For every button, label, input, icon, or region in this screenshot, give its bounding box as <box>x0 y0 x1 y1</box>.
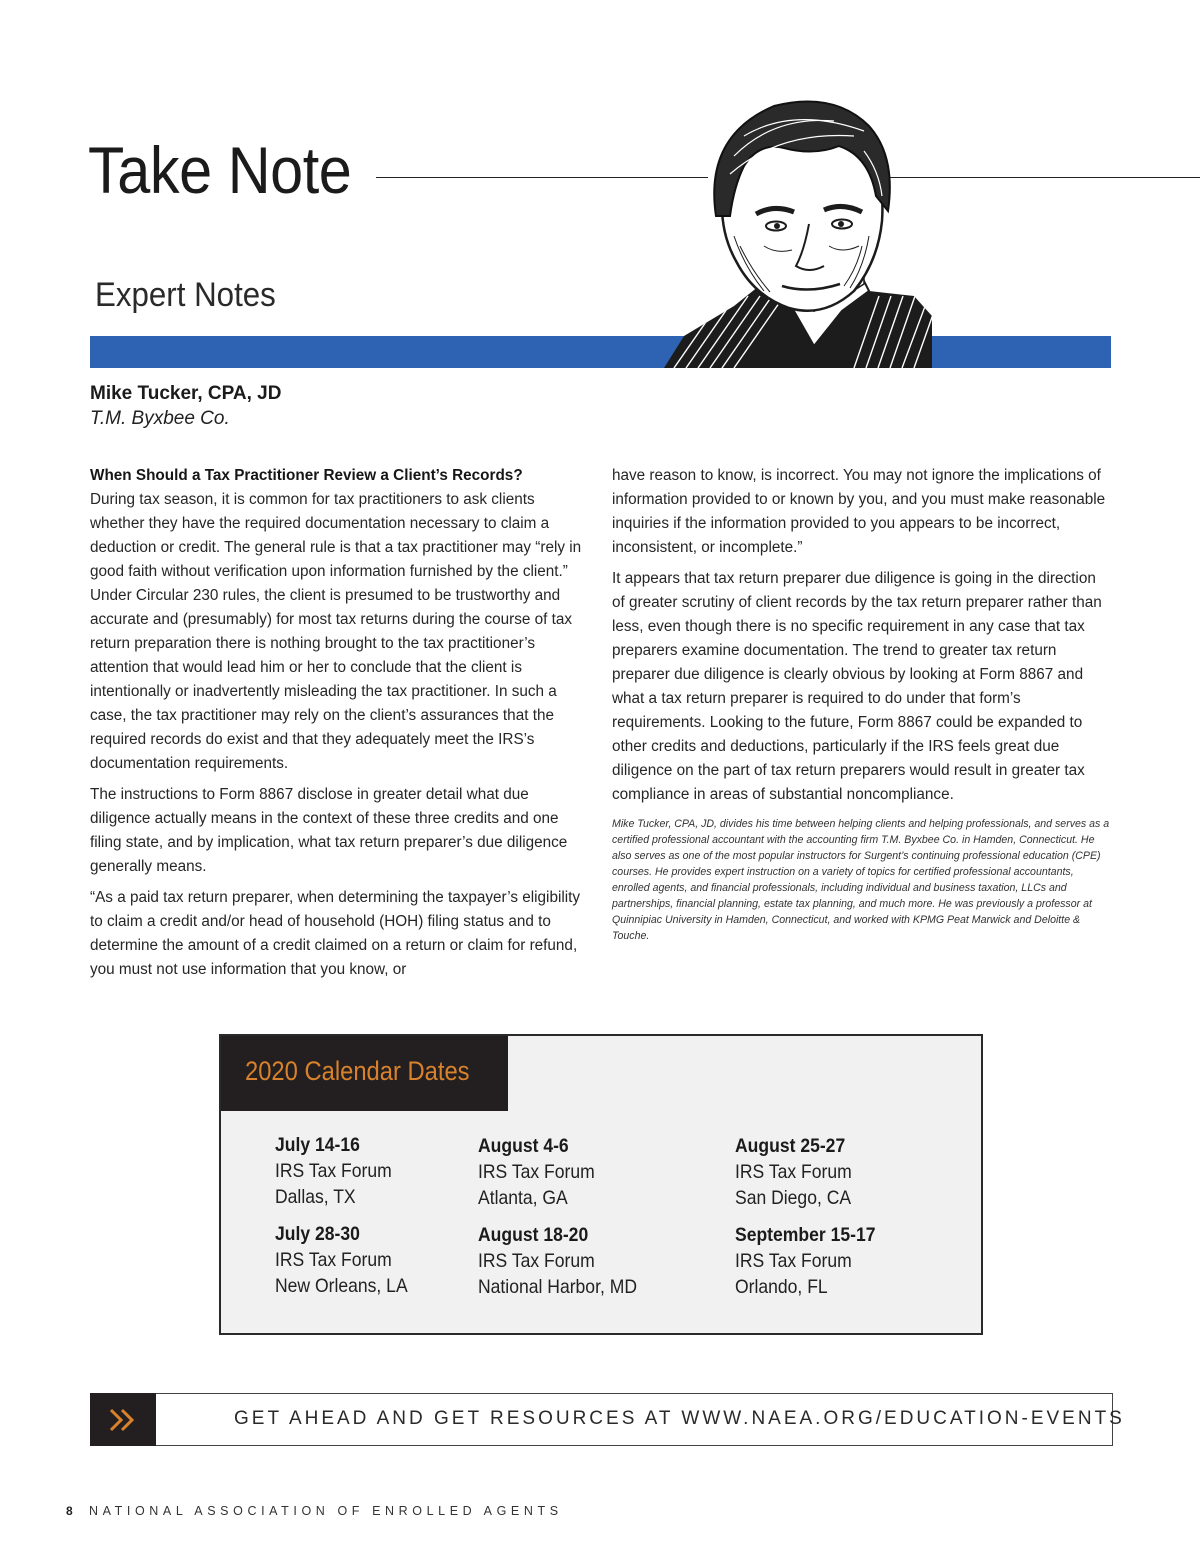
author-name: Mike Tucker, CPA, JD <box>90 383 282 404</box>
article-paragraph-5: It appears that tax return preparer due diligence is going in the direction of greater scrutiny of client records by the tax return preparer rather than less, even though there is no specific requirement in any case that tax preparers examine documentation. The trend to greater tax return preparer due diligence is clearly obvious by looking at Form 8867 and what a tax return preparer is required to do under that form’s requirements. Looking to the future, Form 8867 could be expanded to other credits and deductions, particularly if the IRS feels great due diligence on the part of tax return preparers would result in greater tax compliance in areas of substantial noncompliance. <box>612 570 1102 803</box>
event-date: August 18-20 <box>478 1224 589 1246</box>
event-date: July 14-16 <box>275 1134 360 1156</box>
event-name: IRS Tax Forum <box>478 1250 595 1272</box>
article-left-column <box>90 464 590 989</box>
event-name: IRS Tax Forum <box>275 1249 392 1271</box>
calendar-title-tab <box>221 1036 508 1111</box>
calendar-title: 2020 Calendar Dates <box>245 1056 470 1086</box>
calendar-event <box>735 1222 875 1300</box>
calendar-event <box>275 1132 392 1210</box>
article-heading: When Should a Tax Practitioner Review a Client’s Records? <box>90 467 523 484</box>
calendar-event <box>478 1222 637 1300</box>
article-paragraph-1-text: During tax season, it is common for tax practitioners to ask clients whether they have the required documentation necessary to claim a deduction or credit. The general rule is that a tax practitioner may “rely in good faith without verification upon information furnished by the client.” Under Circular 230 rules, the client is presumed to be trustworthy and accurate and (presumably) for most tax returns during the course of tax return preparation there is nothing brought to the tax practitioner’s attention that would lead him or her to conclude that the client is intentionally or inadvertently misleading the tax practitioner. In such a case, the tax practitioner may rely on the client’s assurances that the required records do exist and that they adequately meet the IRS’s documentation requirements. <box>90 491 582 772</box>
event-date: August 4-6 <box>478 1135 569 1157</box>
author-bio: Mike Tucker, CPA, JD, divides his time between helping clients and helping professionals, and serves as a certified professional accountant with the accounting firm T.M. Byxbee Co. in Hamden, Connecticut. He also serves as one of the most popular instructors for Surgent’s continuing professional education (CPE) courses. He provides expert instruction on a variety of topics for certified professional accountants, enrolled agents, and financial professionals, including individual and business taxation, LLCs and partnerships, financial planning, estate tax planning, and much more. He was previously a professor at Quinnipiac University in Hamden, Connecticut, and worked with KPMG Peat Marwick and Deloitte & Touche. <box>612 818 1110 942</box>
calendar-event <box>478 1133 595 1211</box>
calendar-event <box>275 1221 408 1299</box>
page-number: 8 <box>66 1504 73 1518</box>
event-location: National Harbor, MD <box>478 1276 637 1298</box>
event-date: July 28-30 <box>275 1223 360 1245</box>
cta-icon-box <box>90 1393 156 1446</box>
resources-cta-banner[interactable] <box>90 1393 1125 1446</box>
page-title: Take Note <box>88 133 352 207</box>
event-location: Dallas, TX <box>275 1186 356 1208</box>
section-subtitle: Expert Notes <box>95 276 276 314</box>
event-name: IRS Tax Forum <box>735 1161 852 1183</box>
cta-link-text[interactable]: GET AHEAD AND GET RESOURCES AT WWW.NAEA.ORG/EDUCATION-EVENTS <box>234 1408 1125 1429</box>
author-portrait-illustration <box>664 96 936 368</box>
author-company: T.M. Byxbee Co. <box>90 408 230 429</box>
calendar-box <box>219 1034 983 1335</box>
event-name: IRS Tax Forum <box>735 1250 852 1272</box>
article-right-column <box>612 464 1112 951</box>
article-paragraph-2: The instructions to Form 8867 disclose in greater detail what due diligence actually means in the context of these three credits and one filing state, and by implication, what tax return preparer’s due diligence generally means. <box>90 786 568 875</box>
calendar-event <box>735 1133 852 1211</box>
event-date: August 25-27 <box>735 1135 846 1157</box>
event-name: IRS Tax Forum <box>478 1161 595 1183</box>
event-location: Atlanta, GA <box>478 1187 568 1209</box>
title-rule-left <box>376 177 708 178</box>
event-location: New Orleans, LA <box>275 1275 408 1297</box>
article-paragraph-3: “As a paid tax return preparer, when determining the taxpayer’s eligibility to claim a credit and/or head of household (HOH) filing status and to determine the amount of a credit claimed on a return or claim for refund, you must not use information that you know, or <box>90 889 581 978</box>
header-blue-band <box>90 336 1111 368</box>
event-name: IRS Tax Forum <box>275 1160 392 1182</box>
publication-name: NATIONAL ASSOCIATION OF ENROLLED AGENTS <box>89 1504 563 1518</box>
article-paragraph-4: have reason to know, is incorrect. You may not ignore the implications of information provided to or known by you, and you must make reasonable inquiries if the information provided to you appears to be incorrect, inconsistent, or incomplete.” <box>612 467 1106 556</box>
event-location: Orlando, FL <box>735 1276 828 1298</box>
article-paragraph-1 <box>90 464 590 776</box>
event-location: San Diego, CA <box>735 1187 852 1209</box>
double-chevron-right-icon <box>108 1407 138 1433</box>
event-date: September 15-17 <box>735 1224 876 1246</box>
